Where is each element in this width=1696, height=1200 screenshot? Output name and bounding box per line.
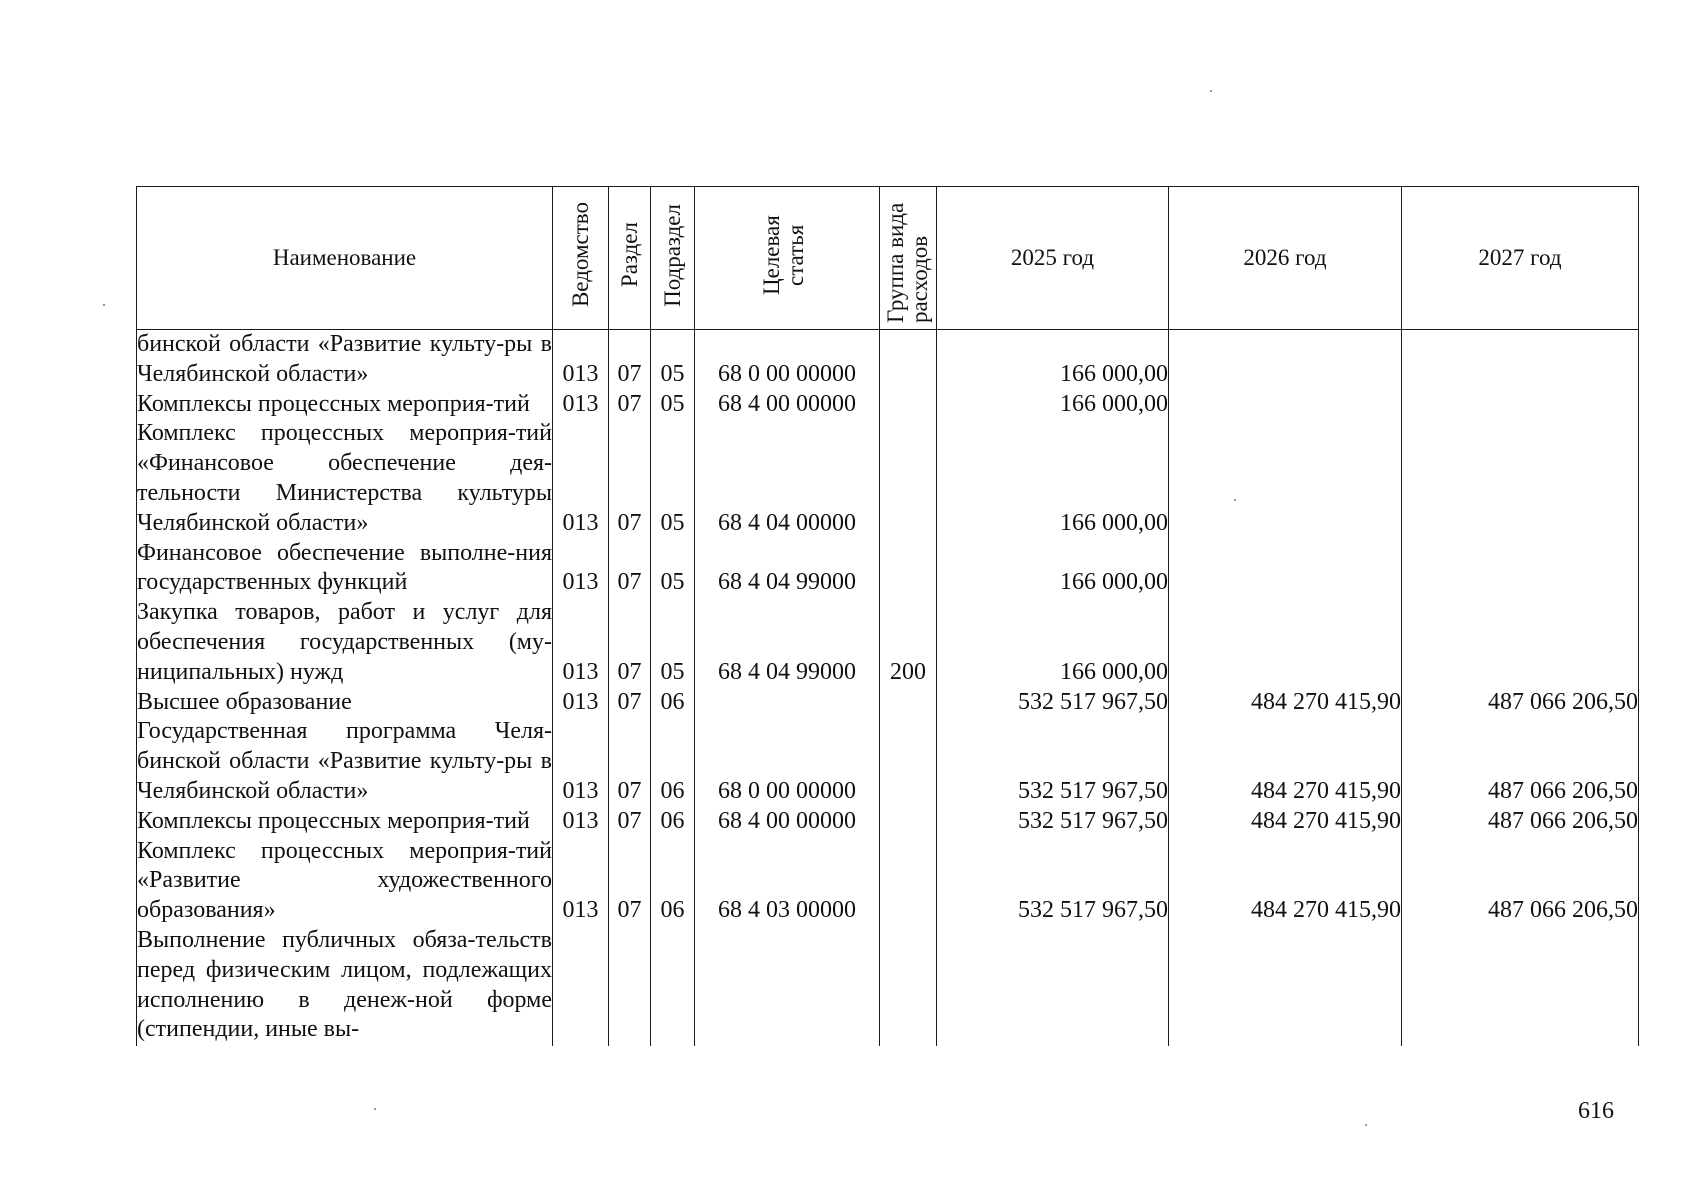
cell-subsection: 06 bbox=[651, 837, 695, 926]
cell-name: Комплекс процессных мероприя-тий «Финансовое обеспечение дея-тельности Министерства культуры Челябинской области» bbox=[137, 419, 553, 538]
cell-subsection: 05 bbox=[651, 330, 695, 390]
cell-name: бинской области «Развитие культу-ры в Челябинской области» bbox=[137, 330, 553, 390]
cell-name: Выполнение публичных обяза-тельств перед физическим лицом, подлежащих исполнению в денеж-ной форме (стипендии, иные вы- bbox=[137, 926, 553, 1046]
cell-2026 bbox=[1169, 598, 1402, 687]
cell-department: 013 bbox=[553, 837, 609, 926]
cell-section: 07 bbox=[609, 539, 651, 599]
cell-expense-group bbox=[880, 717, 937, 806]
cell-name: Высшее образование bbox=[137, 688, 553, 718]
cell-2027: 487 066 206,50 bbox=[1402, 688, 1639, 718]
header-2027: 2027 год bbox=[1402, 187, 1639, 330]
header-expense-group: Группа вида расходов bbox=[880, 187, 937, 330]
cell-section: 07 bbox=[609, 598, 651, 687]
budget-table bbox=[136, 186, 1639, 1046]
cell-department bbox=[553, 926, 609, 1046]
cell-2027 bbox=[1402, 330, 1639, 390]
cell-subsection bbox=[651, 926, 695, 1046]
cell-target: 68 0 00 00000 bbox=[695, 717, 880, 806]
cell-department: 013 bbox=[553, 419, 609, 538]
cell-2025: 166 000,00 bbox=[937, 330, 1169, 390]
cell-target bbox=[695, 926, 880, 1046]
cell-2025: 532 517 967,50 bbox=[937, 807, 1169, 837]
cell-2025: 166 000,00 bbox=[937, 539, 1169, 599]
cell-subsection: 05 bbox=[651, 598, 695, 687]
cell-2026: 484 270 415,90 bbox=[1169, 807, 1402, 837]
cell-expense-group bbox=[880, 419, 937, 538]
cell-2027 bbox=[1402, 390, 1639, 420]
table-header-row bbox=[137, 187, 1639, 330]
cell-expense-group bbox=[880, 539, 937, 599]
cell-2026 bbox=[1169, 330, 1402, 390]
cell-2026 bbox=[1169, 926, 1402, 1046]
cell-department: 013 bbox=[553, 390, 609, 420]
cell-name: Государственная программа Челя-бинской области «Развитие культу-ры в Челябинской области» bbox=[137, 717, 553, 806]
cell-2027 bbox=[1402, 419, 1639, 538]
cell-department: 013 bbox=[553, 539, 609, 599]
table-row bbox=[137, 390, 1639, 420]
cell-section: 07 bbox=[609, 717, 651, 806]
cell-section bbox=[609, 926, 651, 1046]
cell-target: 68 4 04 99000 bbox=[695, 598, 880, 687]
cell-department: 013 bbox=[553, 598, 609, 687]
cell-2026 bbox=[1169, 539, 1402, 599]
cell-expense-group bbox=[880, 926, 937, 1046]
cell-expense-group bbox=[880, 330, 937, 390]
cell-target: 68 4 00 00000 bbox=[695, 807, 880, 837]
cell-section: 07 bbox=[609, 837, 651, 926]
cell-2027 bbox=[1402, 598, 1639, 687]
cell-2025: 166 000,00 bbox=[937, 419, 1169, 538]
cell-target: 68 4 04 99000 bbox=[695, 539, 880, 599]
scan-speck bbox=[1365, 1124, 1367, 1126]
cell-subsection: 05 bbox=[651, 419, 695, 538]
table-row bbox=[137, 717, 1639, 806]
table-row bbox=[137, 598, 1639, 687]
table-body bbox=[137, 330, 1639, 1046]
cell-2025: 166 000,00 bbox=[937, 598, 1169, 687]
scan-speck bbox=[103, 304, 105, 306]
cell-2025 bbox=[937, 926, 1169, 1046]
cell-target: 68 4 00 00000 bbox=[695, 390, 880, 420]
cell-2026: 484 270 415,90 bbox=[1169, 688, 1402, 718]
cell-subsection: 05 bbox=[651, 539, 695, 599]
cell-2027 bbox=[1402, 539, 1639, 599]
cell-2026 bbox=[1169, 419, 1402, 538]
cell-expense-group bbox=[880, 390, 937, 420]
table-row bbox=[137, 688, 1639, 718]
header-section: Раздел bbox=[609, 187, 651, 330]
cell-target: 68 4 03 00000 bbox=[695, 837, 880, 926]
cell-2027: 487 066 206,50 bbox=[1402, 807, 1639, 837]
header-target: Целевая статья bbox=[695, 187, 880, 330]
cell-2026: 484 270 415,90 bbox=[1169, 837, 1402, 926]
header-subsection: Подраздел bbox=[651, 187, 695, 330]
cell-section: 07 bbox=[609, 807, 651, 837]
cell-name: Комплексы процессных мероприя-тий bbox=[137, 807, 553, 837]
cell-expense-group bbox=[880, 688, 937, 718]
cell-section: 07 bbox=[609, 330, 651, 390]
cell-department: 013 bbox=[553, 717, 609, 806]
cell-section: 07 bbox=[609, 419, 651, 538]
cell-2025: 166 000,00 bbox=[937, 390, 1169, 420]
table-row bbox=[137, 419, 1639, 538]
cell-target bbox=[695, 688, 880, 718]
header-name: Наименование bbox=[137, 187, 553, 330]
cell-name: Комплекс процессных мероприя-тий «Развитие художественного образования» bbox=[137, 837, 553, 926]
cell-section: 07 bbox=[609, 390, 651, 420]
table-row bbox=[137, 330, 1639, 390]
cell-name: Закупка товаров, работ и услуг для обеспечения государственных (му-ниципальных) нужд bbox=[137, 598, 553, 687]
cell-2027: 487 066 206,50 bbox=[1402, 837, 1639, 926]
cell-2027 bbox=[1402, 926, 1639, 1046]
table-row bbox=[137, 837, 1639, 926]
cell-subsection: 06 bbox=[651, 688, 695, 718]
cell-department: 013 bbox=[553, 688, 609, 718]
table-row bbox=[137, 807, 1639, 837]
cell-2026 bbox=[1169, 390, 1402, 420]
cell-target: 68 0 00 00000 bbox=[695, 330, 880, 390]
cell-2027: 487 066 206,50 bbox=[1402, 717, 1639, 806]
header-2025: 2025 год bbox=[937, 187, 1169, 330]
scan-speck bbox=[374, 1108, 376, 1110]
cell-2025: 532 517 967,50 bbox=[937, 688, 1169, 718]
cell-2026: 484 270 415,90 bbox=[1169, 717, 1402, 806]
scan-speck bbox=[1210, 90, 1212, 92]
cell-name: Комплексы процессных мероприя-тий bbox=[137, 390, 553, 420]
scan-speck bbox=[1234, 499, 1236, 501]
cell-expense-group bbox=[880, 807, 937, 837]
table-row bbox=[137, 539, 1639, 599]
cell-department: 013 bbox=[553, 807, 609, 837]
cell-subsection: 06 bbox=[651, 717, 695, 806]
cell-expense-group: 200 bbox=[880, 598, 937, 687]
cell-name: Финансовое обеспечение выполне-ния государственных функций bbox=[137, 539, 553, 599]
cell-section: 07 bbox=[609, 688, 651, 718]
page-number: 616 bbox=[1578, 1098, 1614, 1124]
cell-department: 013 bbox=[553, 330, 609, 390]
cell-subsection: 05 bbox=[651, 390, 695, 420]
cell-target: 68 4 04 00000 bbox=[695, 419, 880, 538]
cell-expense-group bbox=[880, 837, 937, 926]
header-2026: 2026 год bbox=[1169, 187, 1402, 330]
table-row bbox=[137, 926, 1639, 1046]
cell-2025: 532 517 967,50 bbox=[937, 717, 1169, 806]
header-department: Ведомство bbox=[553, 187, 609, 330]
cell-2025: 532 517 967,50 bbox=[937, 837, 1169, 926]
cell-subsection: 06 bbox=[651, 807, 695, 837]
